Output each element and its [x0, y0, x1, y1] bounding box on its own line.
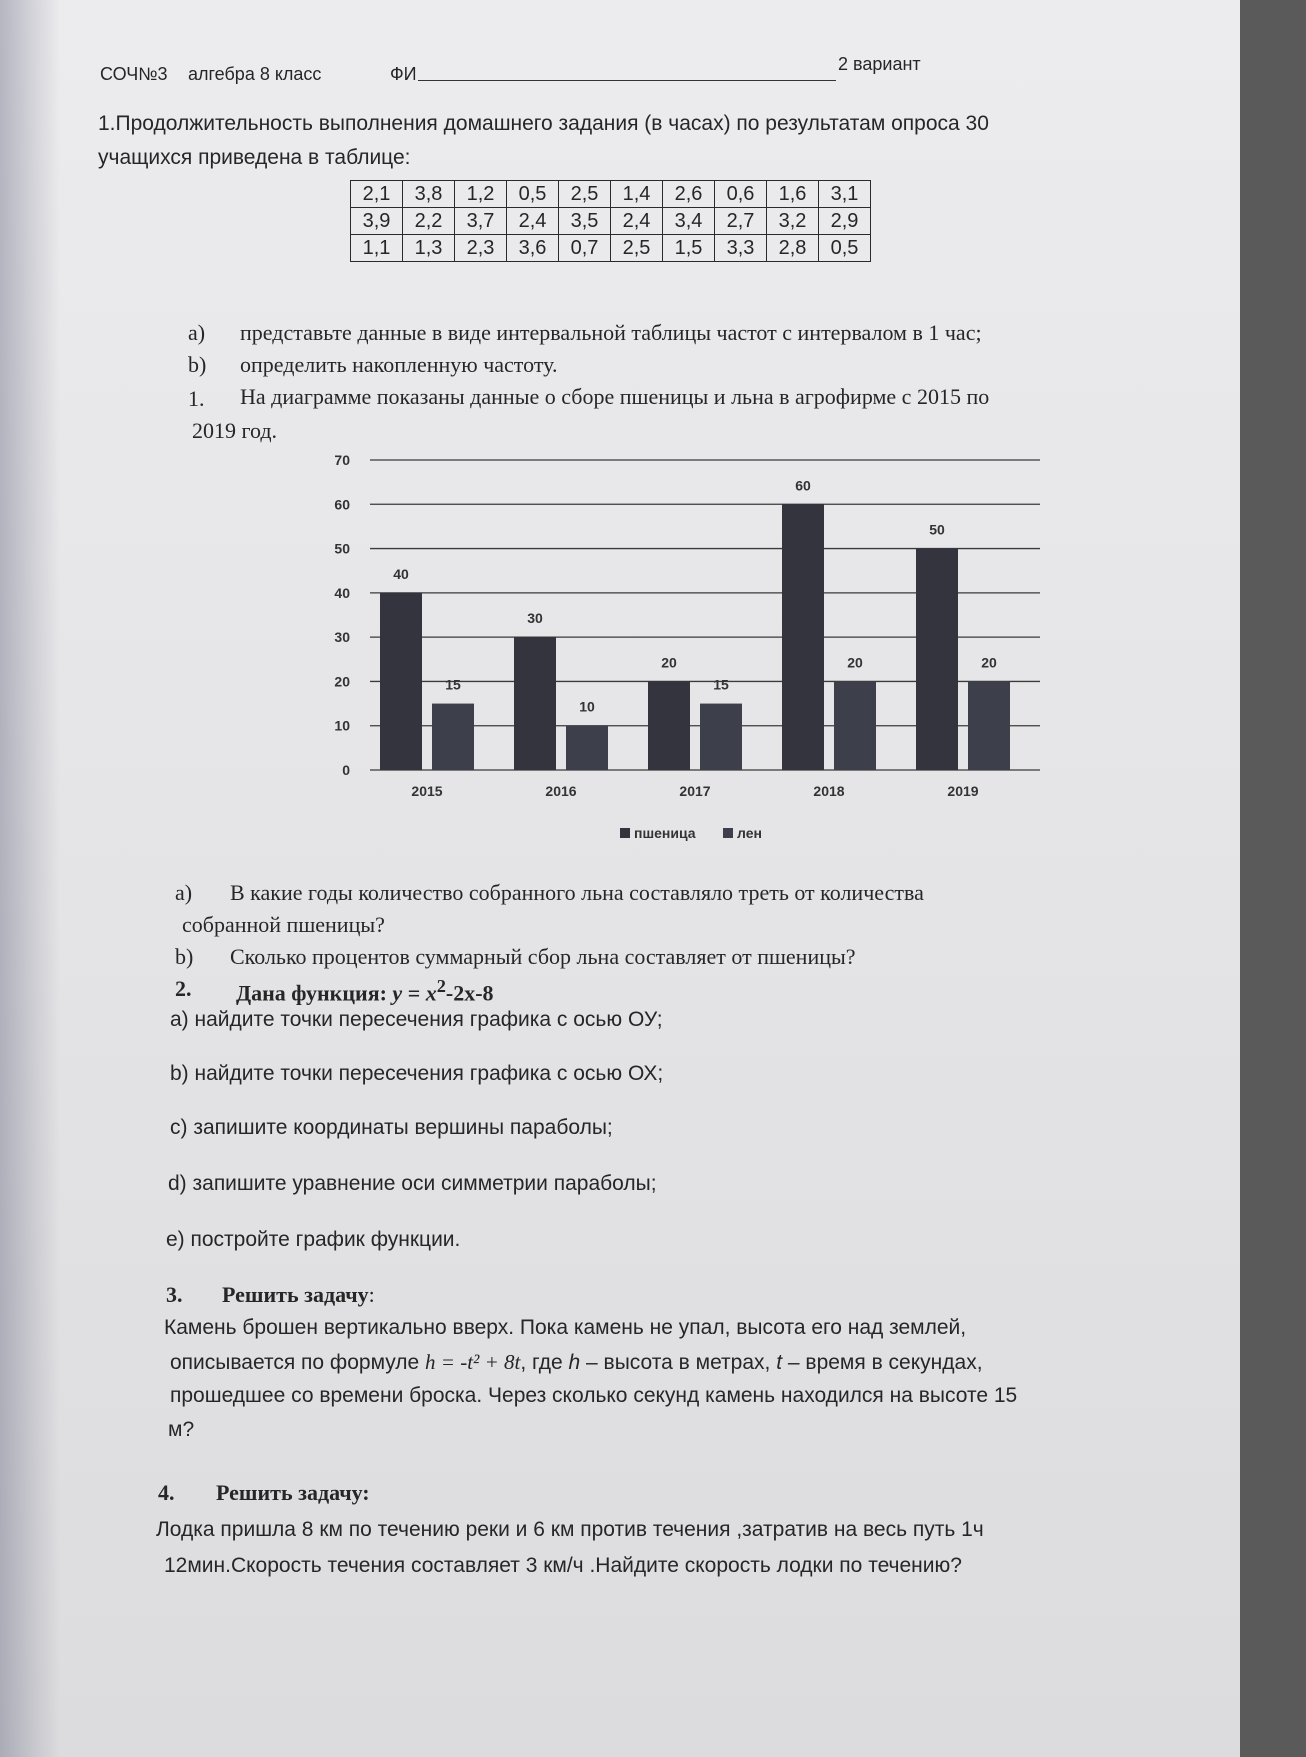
- task3-line2-part-b: , где: [520, 1351, 569, 1374]
- variant-label: 2 вариант: [838, 54, 921, 74]
- table-row: [351, 208, 871, 235]
- task4-line1: Лодка пришла 8 км по течению реки и 6 км против течения ,затратив на весь путь 1ч: [156, 1518, 984, 1541]
- x-tick-label: 2019: [947, 783, 979, 799]
- table-cell: 0,5: [507, 181, 559, 208]
- chart-question-b-text: Сколько процентов суммарный сбор льна составляет от пшеницы?: [230, 944, 856, 969]
- table-cell: 3,1: [819, 181, 871, 208]
- wheat-bar: [514, 637, 556, 770]
- table-cell: 3,8: [403, 181, 455, 208]
- test-title: СОЧ№3: [100, 64, 168, 84]
- y-tick-label: 40: [334, 584, 350, 601]
- legend-label: лен: [737, 825, 762, 841]
- x-tick-label: 2016: [545, 783, 577, 799]
- data-label: 60: [795, 477, 811, 494]
- table-cell: 1,3: [403, 235, 455, 262]
- task3-var-h: h: [568, 1351, 581, 1374]
- data-label: 20: [661, 654, 677, 671]
- task1-text-line2: учащихся приведена в таблице:: [98, 146, 411, 169]
- table-cell: 3,5: [559, 208, 611, 235]
- task1-text-line1: 1.Продолжительность выполнения домашнего задания (в часах) по результатам опроса 30: [98, 112, 989, 135]
- data-label: 10: [579, 698, 595, 715]
- task4-marker: 4.: [158, 1480, 175, 1505]
- task1-b-marker: b): [188, 352, 207, 377]
- table-cell: 2,1: [351, 181, 403, 208]
- x-tick-label: 2017: [679, 783, 711, 799]
- name-underline: [418, 80, 836, 81]
- table-cell: 3,7: [455, 208, 507, 235]
- table-row: [351, 181, 871, 208]
- task3-var-t: t: [776, 1351, 783, 1374]
- flax-bar: [566, 726, 608, 770]
- task2-item-c: c) запишите координаты вершины параболы;: [170, 1116, 613, 1139]
- task4-title: Решить задачу:: [216, 1480, 370, 1505]
- task3-marker: 3.: [166, 1282, 183, 1307]
- table-cell: 2,8: [767, 235, 819, 262]
- table-cell: 2,4: [611, 208, 663, 235]
- task2-formula: [236, 976, 494, 1006]
- task2-formula-sup: 2: [436, 976, 446, 996]
- legend-label: пшеница: [634, 825, 696, 841]
- y-tick-label: 50: [334, 540, 350, 557]
- table-cell: 3,3: [715, 235, 767, 262]
- flax-bar: [700, 704, 742, 770]
- y-tick-label: 70: [334, 452, 350, 468]
- chart-question-b-marker: b): [175, 944, 194, 969]
- task2-formula-rest: -2x-8: [445, 980, 494, 1006]
- data-label: 20: [847, 654, 863, 671]
- task2-formula-x: x: [425, 980, 437, 1006]
- table-cell: 3,6: [507, 235, 559, 262]
- harvest-bar-chart: [320, 440, 1050, 850]
- wheat-bar: [648, 681, 690, 770]
- data-label: 15: [445, 676, 461, 693]
- task1-a-text: представьте данные в виде интервальной таблицы частот с интервалом в 1 час;: [240, 320, 982, 345]
- chart-task-marker: 1.: [188, 386, 205, 411]
- task3-heading: [222, 1282, 375, 1308]
- page-edge-shadow: [0, 0, 60, 1757]
- table-cell: 2,9: [819, 208, 871, 235]
- task4-line2: 12мин.Скорость течения составляет 3 км/ч .Найдите скорость лодки по течению?: [164, 1554, 962, 1577]
- task2-marker: 2.: [175, 976, 192, 1001]
- table-cell: 2,5: [611, 235, 663, 262]
- legend-swatch: [723, 828, 733, 838]
- task2-item-a: a) найдите точки пересечения графика с осью ОУ;: [170, 1008, 663, 1031]
- wheat-bar: [782, 504, 824, 770]
- table-cell: 1,5: [663, 235, 715, 262]
- task3-line2-part-c: – высота в метрах,: [580, 1351, 777, 1374]
- table-cell: 2,4: [507, 208, 559, 235]
- table-cell: 0,7: [559, 235, 611, 262]
- table-cell: 1,1: [351, 235, 403, 262]
- task3-colon: :: [368, 1282, 375, 1307]
- task2-formula-y: y: [392, 980, 403, 1006]
- task2-formula-eq: =: [402, 980, 426, 1006]
- table-cell: 2,2: [403, 208, 455, 235]
- wheat-bar: [916, 549, 958, 770]
- table-cell: 1,4: [611, 181, 663, 208]
- x-tick-label: 2018: [813, 783, 845, 799]
- y-tick-label: 20: [334, 673, 350, 690]
- table-cell: 1,2: [455, 181, 507, 208]
- flax-bar: [834, 681, 876, 770]
- data-label: 15: [713, 676, 729, 693]
- table-cell: 3,9: [351, 208, 403, 235]
- name-label: ФИ: [390, 64, 417, 84]
- subject-label: алгебра 8 класс: [188, 64, 322, 84]
- legend-swatch: [620, 828, 630, 838]
- data-label: 50: [929, 521, 945, 538]
- flax-bar: [432, 704, 474, 770]
- task3-title: Решить задачу: [222, 1282, 369, 1307]
- chart-task-text-line2: 2019 год.: [192, 418, 278, 443]
- table-cell: 3,4: [663, 208, 715, 235]
- task2-item-b: b) найдите точки пересечения графика с осью ОХ;: [170, 1062, 664, 1085]
- y-tick-label: 60: [334, 496, 350, 513]
- hours-table: [350, 180, 871, 262]
- y-tick-label: 30: [334, 629, 350, 646]
- task1-b-text: определить накопленную частоту.: [240, 352, 558, 377]
- task3-height-formula: h = -t² + 8t: [425, 1350, 521, 1374]
- task2-item-d: d) запишите уравнение оси симметрии параболы;: [168, 1172, 657, 1195]
- task3-line4: м?: [168, 1418, 195, 1441]
- table-cell: 0,5: [819, 235, 871, 262]
- task2-title: Дана функция:: [236, 980, 387, 1006]
- table-row: [351, 235, 871, 262]
- task1-a-marker: a): [188, 320, 206, 345]
- wheat-bar: [380, 593, 422, 770]
- chart-question-a-line2: собранной пшеницы?: [182, 912, 385, 937]
- task3-line2: [170, 1350, 983, 1375]
- task3-line2-part-a: описывается по формуле: [170, 1351, 426, 1374]
- task3-line1: Камень брошен вертикально вверх. Пока камень не упал, высота его над землей,: [164, 1316, 967, 1339]
- table-cell: 2,3: [455, 235, 507, 262]
- table-cell: 0,6: [715, 181, 767, 208]
- task3-line2-part-d: – время в секундах,: [782, 1351, 983, 1374]
- table-cell: 1,6: [767, 181, 819, 208]
- chart-task-text-line1: На диаграмме показаны данные о сборе пшеницы и льна в агрофирме с 2015 по: [240, 384, 990, 409]
- task2-item-e: e) постройте график функции.: [166, 1228, 461, 1251]
- table-cell: 2,7: [715, 208, 767, 235]
- table-cell: 2,6: [663, 181, 715, 208]
- flax-bar: [968, 681, 1010, 770]
- data-label: 30: [527, 610, 543, 627]
- data-label: 20: [981, 654, 997, 671]
- task3-line3: прошедшее со времени броска. Через сколько секунд камень находился на высоте 15: [170, 1384, 1018, 1407]
- table-cell: 3,2: [767, 208, 819, 235]
- y-tick-label: 0: [342, 762, 350, 778]
- table-cell: 2,5: [559, 181, 611, 208]
- y-tick-label: 10: [334, 717, 350, 734]
- x-tick-label: 2015: [411, 783, 443, 799]
- chart-question-a-marker: a): [175, 880, 193, 905]
- data-label: 40: [393, 565, 409, 582]
- chart-question-a-line1: В какие годы количество собранного льна составляло треть от количества: [230, 880, 924, 905]
